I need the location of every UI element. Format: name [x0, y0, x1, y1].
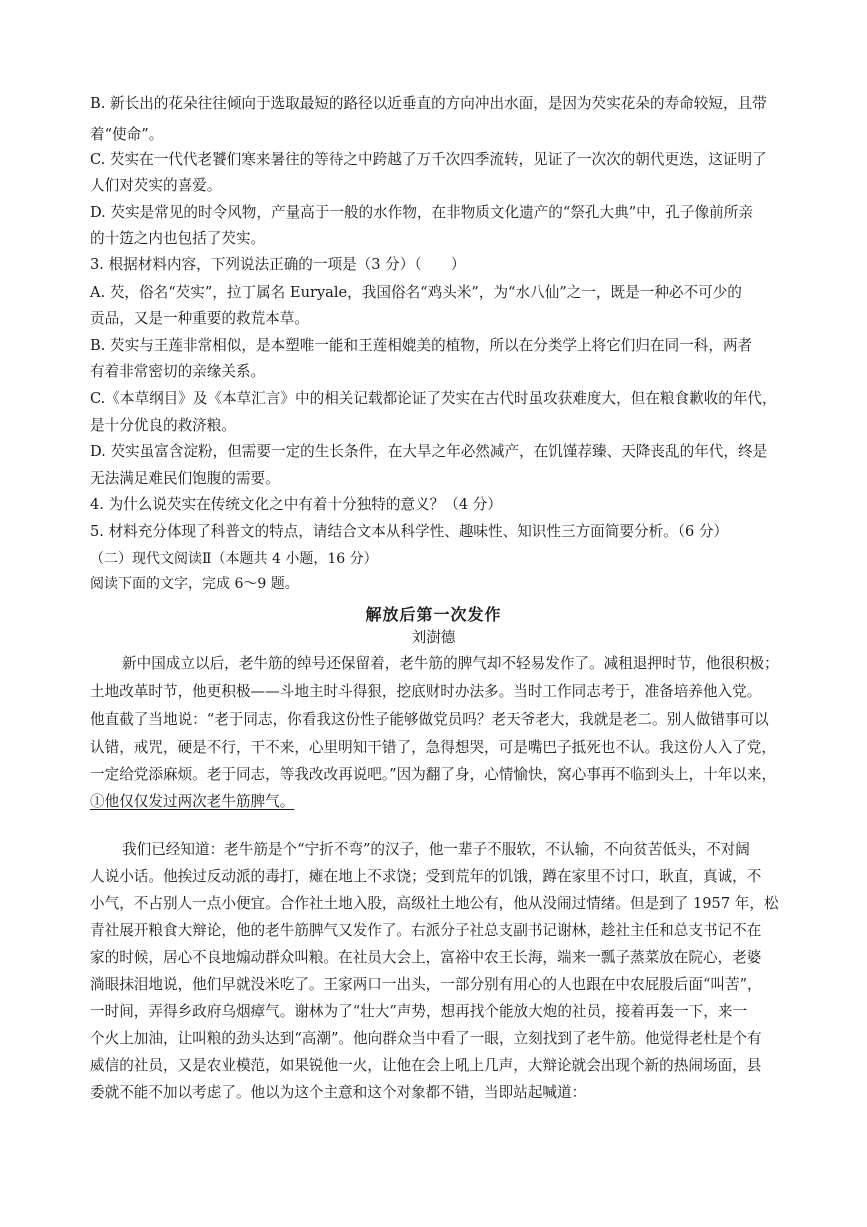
- story-line: 新中国成立以后，老牛筋的绰号还保留着，老牛筋的脾气却不轻易发作了。减租退押时节，他很积极；: [122, 655, 779, 672]
- q3-option-d-line-1: D. 芡实虽富含淀粉，但需要一定的生长条件，在大旱之年必然减产，在饥馑荐臻、天降丧乱的年代，终是: [90, 443, 768, 460]
- question-5: 5. 材料充分体现了科普文的特点，请结合文本从科学性、趣味性、知识性三方面简要分析。（6 分）: [90, 523, 729, 540]
- option-c-line-1: C. 芡实在一代代老饕们寒来暑往的等待之中跨越了万千次四季流转，见证了一次次的朝代更迭，这证明了: [90, 151, 767, 168]
- story-line: 一定给党添麻烦。老于同志，等我改改再说吧。”因为翻了身，心情愉快，窝心事再不临到头上，十年以来，: [90, 766, 777, 783]
- option-d-line-2: 的十笾之内也包括了芡实。: [90, 230, 266, 247]
- section-heading: （二）现代文阅读Ⅱ（本题共 4 小题，16 分）: [90, 551, 378, 567]
- question-4: 4. 为什么说芡实在传统文化之中有着十分独特的意义？（4 分）: [90, 496, 502, 513]
- reading-instruction: 阅读下面的文字，完成 6～9 题。: [90, 576, 299, 592]
- q3-option-d-line-2: 无法满足难民们饱腹的需要。: [90, 470, 280, 487]
- story-line: 一时间，弄得乡政府乌烟瘴气。谢林为了“壮大”声势，想再找个能放大炮的社员，接着再轰一下，来一: [90, 1003, 748, 1020]
- story-line: 认错，戒咒，硬是不行，干不来，心里明知干错了，急得想哭，可是嘴巴子抵死也不认。我这份人入了党，: [90, 739, 776, 756]
- option-c-line-2: 人们对芡实的喜爱。: [90, 177, 222, 194]
- story-line: 小气，不占别人一点小便宜。合作社土地入股，高级社土地公有，他从没闹过情绪。但是到了 1957 年，松: [90, 895, 779, 912]
- option-b-line-1: B. 新长出的花朵往往倾向于选取最短的路径以近垂直的方向冲出水面，是因为芡实花朵的寿命较短，且带: [90, 95, 767, 112]
- story-line: 青社展开粮食大辩论，他的老牛筋脾气又发作了。右派分子社总支副书记谢林，趁社主任和总支书记不在: [90, 922, 762, 939]
- story-line: 他直截了当地说：“老于同志，你看我这份性子能够做党员吗？老天爷老大，我就是老二。别人做错事可以: [90, 711, 769, 728]
- story-author: 刘澍德: [411, 629, 456, 646]
- story-line: 威信的社员，又是农业模范，如果锐他一火，让他在会上吼上几声，大辩论就会出现个新的热闹场面，县: [90, 1057, 762, 1074]
- story-line: 淌眼抹泪地说，他们早就没米吃了。王家两口一出头，一部分别有用心的人也跟在中农屁股后面“叫苦”，: [90, 976, 762, 993]
- q3-option-c-line-1: C.《本草纲目》及《本草汇言》中的相关记载都论证了芡实在古代时虽攻获难度大，但在粮食歉收的年代，: [90, 390, 777, 407]
- story-line: 土地改革时节，他更积极——斗地主时斗得狠，挖底财时办法多。当时工作同志考于，准备培养他入党。: [90, 683, 762, 700]
- question-3: 3. 根据材料内容，下列说法正确的一项是（3 分）（ ）: [90, 256, 466, 273]
- q3-option-a-line-1: A. 芡，俗名“芡实”，拉丁属名 Euryale，我国俗名“鸡头米”，为“水八仙”之一，既是一种必不可少的: [90, 284, 742, 301]
- option-b-line-2: 着“使命”。: [90, 126, 164, 143]
- q3-option-b-line-1: B. 芡实与王莲非常相似，是本塑唯一能和王莲相媲美的植物，所以在分类学上将它们归在同一科，两者: [90, 337, 753, 354]
- underlined-sentence-1: ①他仅仅发过两次老牛筋脾气。: [90, 793, 295, 810]
- story-line: 家的时候，居心不良地煽动群众叫粮。在社员大会上，富裕中农王长海，端来一瓢子蒸菜放在院心，老婆: [90, 949, 762, 966]
- story-line: 个火上加油，让叫粮的劲头达到“高潮”。他向群众当中看了一眼，立刻找到了老牛筋。他觉得老杜是个有: [90, 1030, 762, 1047]
- story-line: 委就不能不加以考虑了。他以为这个主意和这个对象都不错，当即站起喊道：: [90, 1084, 587, 1101]
- q3-option-b-line-2: 有着非常密切的亲缘关系。: [90, 363, 266, 380]
- story-line: 人说小话。他挨过反动派的毒打，瘫在地上不求饶；受到荒年的饥饿，蹲在家里不讨口，耿直，真诚，不: [90, 868, 762, 885]
- q3-option-c-line-2: 是十分优良的救济粮。: [90, 417, 236, 434]
- story-title: 解放后第一次发作: [365, 605, 502, 624]
- q3-option-a-line-2: 贡品，又是一种重要的救荒本草。: [90, 310, 309, 327]
- option-d-line-1: D. 芡实是常见的时令风物，产量高于一般的水作物，在非物质文化遗产的“祭孔大典”中，孔子像前所亲: [90, 204, 753, 221]
- story-line: 我们已经知道：老牛筋是个“宁折不弯”的汉子，他一辈子不服软，不认输，不向贫苦低头，不对阔: [122, 841, 750, 858]
